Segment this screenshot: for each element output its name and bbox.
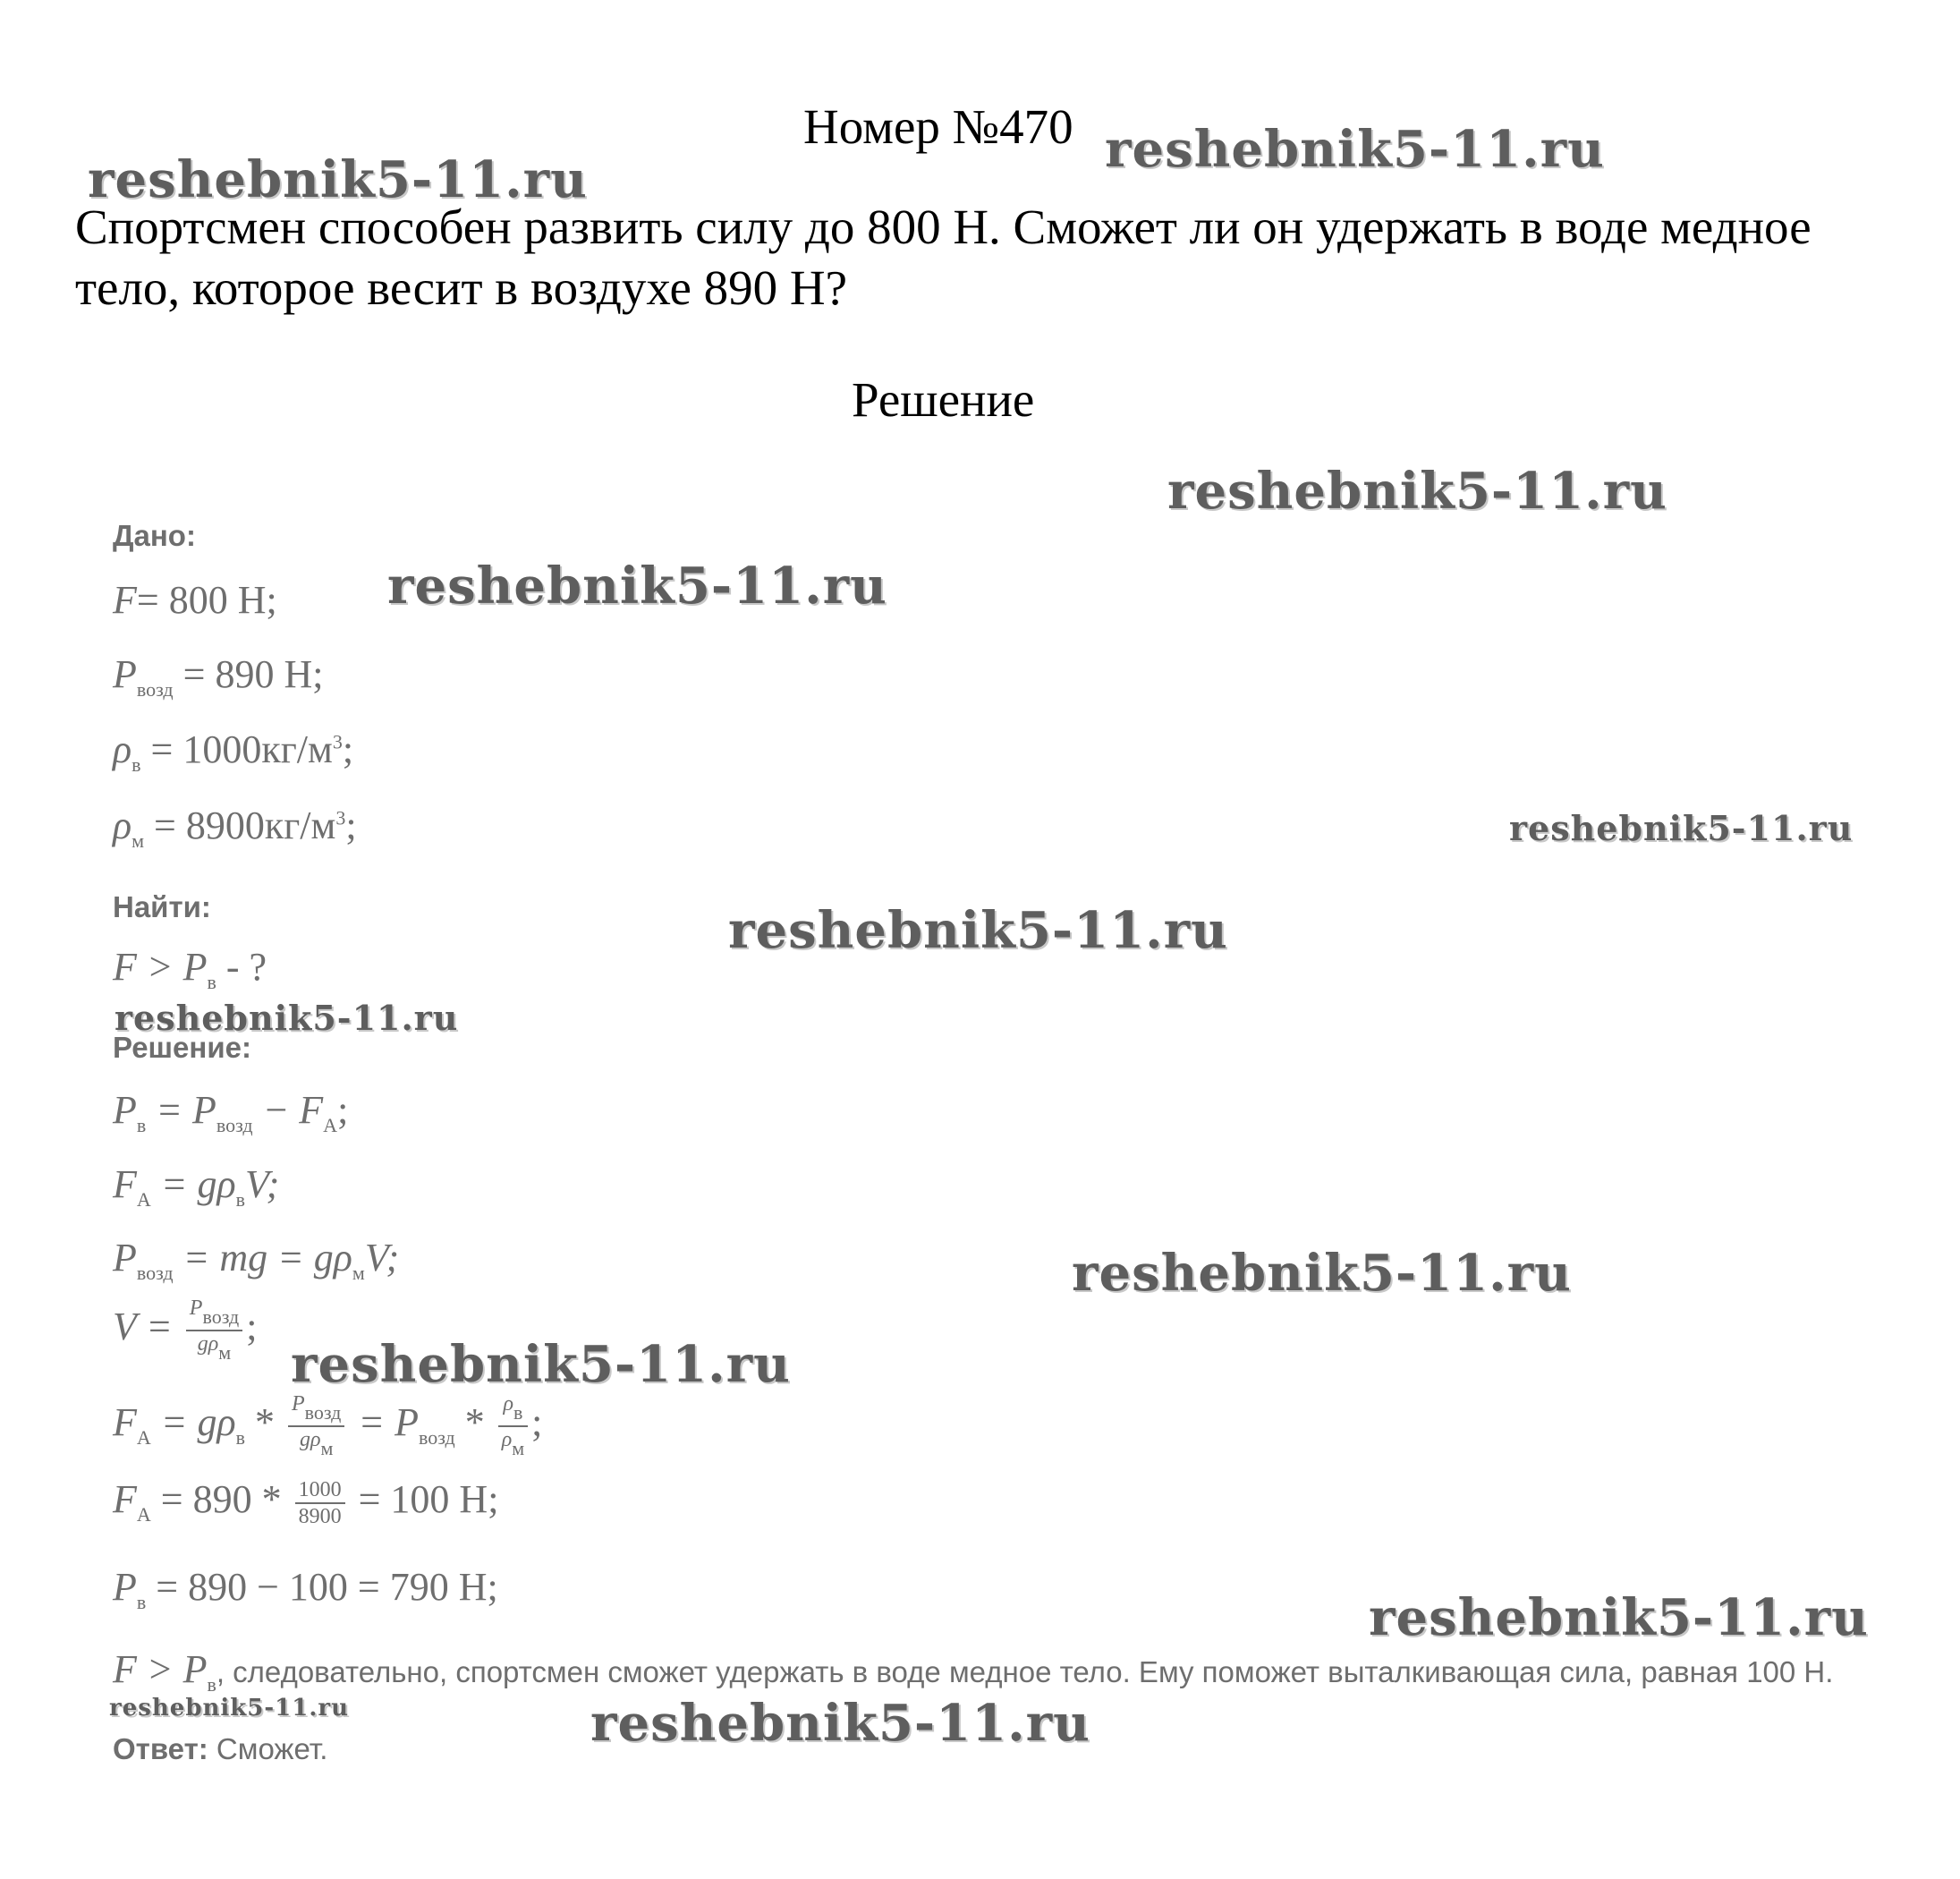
- given-label: Дано:: [113, 519, 196, 552]
- watermark: reshebnik5-11.ru: [1509, 808, 1854, 848]
- watermark: reshebnik5-11.ru: [1072, 1244, 1572, 1303]
- given-weight-air: $P_{возд} = 890$ Н;: [113, 652, 324, 701]
- formula-archimedes-expanded: $F_A = g\rho_в$ * $\frac{P_{возд}}{g\rho_м}$ = $P_{возд}$ * $\frac{\rho_в}{\rho_м}$ ;: [113, 1392, 543, 1459]
- watermark: reshebnik5-11.ru: [1369, 1588, 1869, 1647]
- watermark: reshebnik5-11.ru: [1167, 462, 1667, 521]
- find-label: Найти:: [113, 890, 211, 923]
- given-water-density: $\rho_в = 1000кг/м^3$;: [113, 727, 354, 776]
- solution-label: Решение:: [113, 1031, 251, 1064]
- find-expression: $F > P_в$ - ?: [113, 945, 267, 993]
- watermark: reshebnik5-11.ru: [109, 1695, 350, 1722]
- watermark: reshebnik5-11.ru: [728, 901, 1228, 960]
- given-force: F= 800 Н;: [113, 578, 277, 622]
- watermark: reshebnik5-11.ru: [291, 1335, 791, 1394]
- answer: Ответ: Сможет.: [113, 1732, 328, 1765]
- watermark: reshebnik5-11.ru: [115, 998, 459, 1038]
- conclusion: $F > P_в$, следовательно, спортсмен сможет удержать в воде медное тело. Ему поможет выталкивающая сила, равная 100 Н.: [113, 1647, 1834, 1696]
- formula-volume: V = $\frac{P_{возд}}{g\rho_м}$ ;: [113, 1297, 258, 1364]
- watermark: reshebnik5-11.ru: [387, 557, 887, 616]
- watermark: reshebnik5-11.ru: [590, 1694, 1090, 1753]
- formula-archimedes: $F_A = g\rho_вV$;: [113, 1162, 280, 1211]
- formula-archimedes-value: $F_A = 890$ * $\frac{1000}{8900}$ = 100 Н;: [113, 1477, 499, 1528]
- solution-heading: Решение: [852, 372, 1035, 427]
- given-copper-density: $\rho_м = 8900кг/м^3$;: [113, 803, 357, 852]
- formula-weight-air: $P_{возд}$ = mg = $g\rho_мV$;: [113, 1236, 400, 1284]
- page-title: Номер №470: [803, 99, 1073, 154]
- watermark: reshebnik5-11.ru: [88, 150, 588, 209]
- watermark: reshebnik5-11.ru: [1105, 120, 1605, 179]
- formula-weight-water: $P_в = P_{возд} - F_A$;: [113, 1088, 349, 1136]
- formula-weight-water-value: $P_в = 890 - 100 = 790$ Н;: [113, 1565, 498, 1613]
- problem-statement: Спортсмен способен развить силу до 800 Н. Сможет ли он удержать в воде медное тело, которое весит в воздухе 890 Н?: [75, 200, 1812, 315]
